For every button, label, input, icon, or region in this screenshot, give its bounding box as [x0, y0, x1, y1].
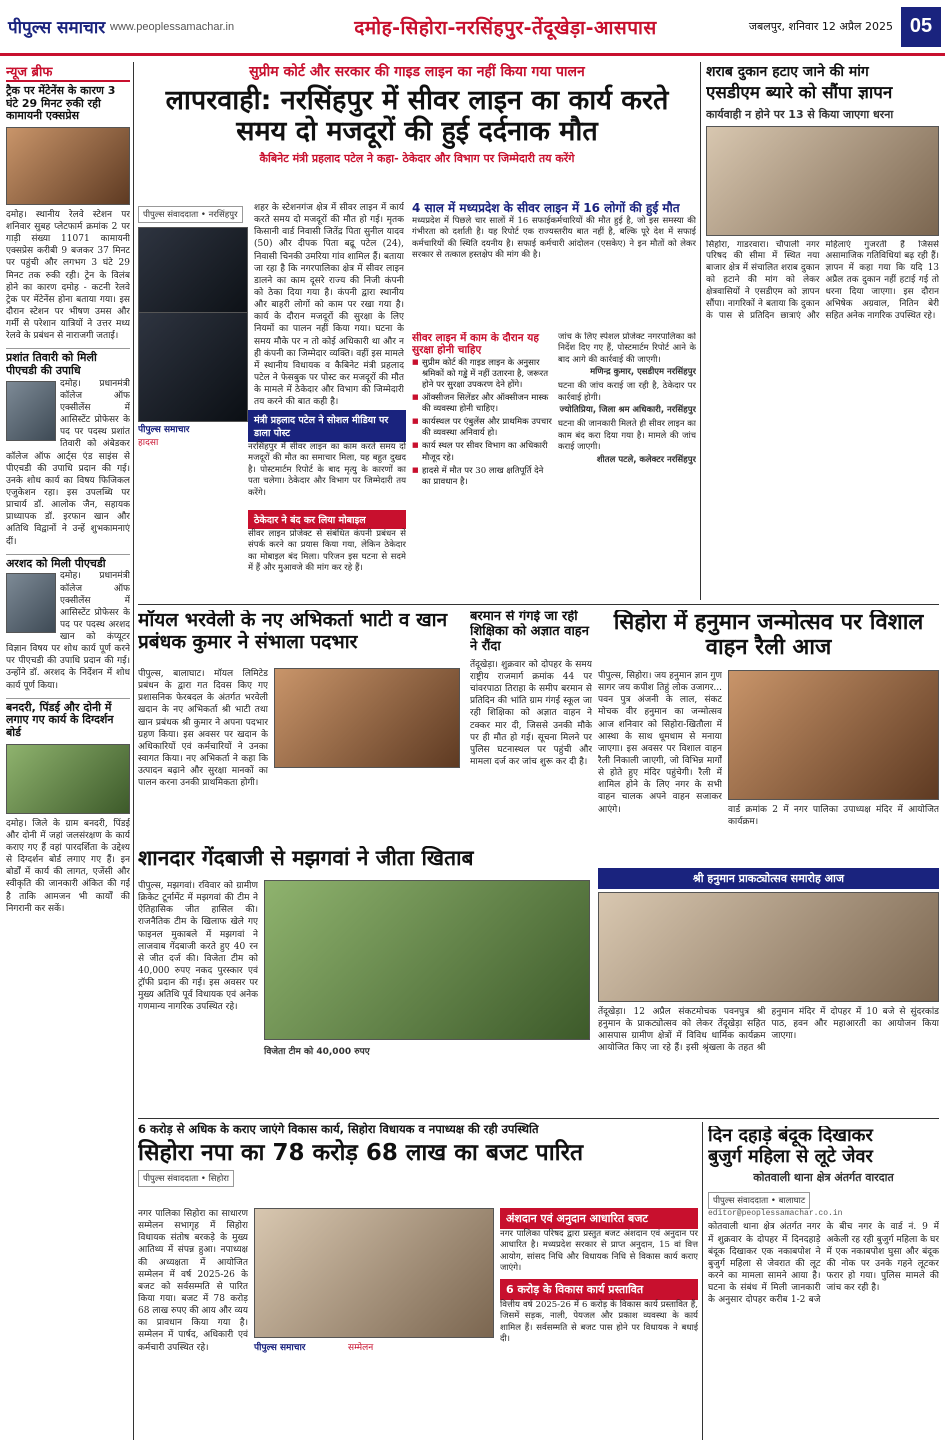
- moil-body: पीपुल्स, बालाघाट। मॉयल लिमिटेड प्रबंधन के द्वारा गत दिवस किए गए प्रशासनिक फेरबदल के अंतर्गत भरवेली खदान के नए अभिकर्ता श्री भाटी तथा खान प्रबंधक श्री कुमार ने अपना पदभार ग्रहण किया। इस अवसर पर खदान के अधिकारियों एवं कर्मचारियों ने उनका स्वागत किया। नए अभिकर्ता ने कहा कि उत्पादन बढ़ाने और सुरक्षा मानकों का पालन करना उनकी प्राथमिकता होगी।: [138, 669, 268, 789]
- budget-story: [138, 1122, 698, 1440]
- contractor-box: [248, 510, 406, 600]
- liquor-kicker: शराब दुकान हटाए जाने की मांग: [706, 64, 869, 80]
- quote-3-by: शीतल पटले, कलेक्टर नरसिंहपुर: [596, 454, 696, 465]
- contractor-bar: ठेकेदार ने बंद कर लिया मोबाइल: [248, 510, 406, 529]
- budget-side: [500, 1208, 698, 1346]
- brief-body-4: दमोह। जिले के ग्राम बनदरी, पिंडई और दोनी में जहां जलसंरक्षण के कार्य कराए गए हैं वहां पारदर्शिता के उद्देश्य से दिग्दर्शन बोर्ड लगाए गए हैं। इन बोर्डों में कार्य की लागत, एजेंसी और स्वीकृति की जानकारी अंकित की गई है ताकि आमजन भी कार्यों की निगरानी कर सकें।: [6, 818, 130, 914]
- brief-headline-1: ट्रैक पर मेंटेनेंस के कारण 3 घंटे 29 मिनट रुकी रही कामायनी एक्सप्रेस: [6, 84, 116, 123]
- moil-story: [138, 610, 460, 838]
- liquor-deck: कार्यवाही न होने पर 13 से किया जाएगा धरना: [706, 107, 894, 121]
- liquor-headline: एसडीएम ब्यारे को सौंपा ज्ञापन: [706, 83, 893, 103]
- minister-bar: मंत्री प्रहलाद पटेल ने सोशल मीडिया पर डाला पोस्ट: [248, 410, 406, 442]
- moil-photo: [274, 668, 460, 768]
- safety-item: ■ कार्य स्थल पर सीवर विभाग का अधिकारी मौजूद रहे।: [412, 441, 552, 463]
- column-rule: [702, 1122, 703, 1440]
- robbery-byline: पीपुल्स संवाददाता • बालाघाट: [708, 1192, 810, 1209]
- row-rule: [138, 604, 939, 605]
- site-url[interactable]: www.peoplessamachar.in: [110, 20, 235, 33]
- board-photo: [6, 744, 130, 814]
- minister-box: [248, 410, 406, 499]
- lead-body: शहर के स्टेशनगंज क्षेत्र में सीवर लाइन में कार्य करते समय दो मजदूरों की मौत हो गई। मृतक किसानी वार्ड निवासी जितेंद्र पिता सुनील यादव (50) और दीपक पिता बद्रू पटेल (24), निवासी चिनकी उमरिया गांव शामिल हैं। बताया जा रहा है कि नगरपालिका क्षेत्र में सीवर लाइन डालने का काम दूसरे राज्य की निजी कंपनी को ठेका दिया गया है। कंपनी द्वारा स्थानीय और बाहरी लोगों को काम पर रखा गया है। कार्य के दौरान मजदूरों की सुरक्षा के लिए नियमों का पालन नहीं किया गया। घटना के समय मौके पर न तो कोई अधिकारी था और न ही कंपनी का जिम्मेदार व्यक्ति। वहीं इस मामले में स्थानीय विधायक व कैबिनेट मंत्री प्रहलाद पटेल ने फेसबुक पर पोस्ट कर मजदूरों की मौत के मामले में ठेकेदार और विभाग की जिम्मेदारी तय करने की बात कही है।: [254, 203, 404, 408]
- quote-1-by: मणिन्द्र कुमार, एसडीएम नरसिंहपुर: [590, 367, 696, 378]
- lead-photo-2-wrap: [138, 312, 248, 532]
- budget-byline: पीपुल्स संवाददाता • सिहोरा: [138, 1170, 234, 1187]
- robbery-headline: बुजुर्ग महिला से लूटे जेवर: [708, 1145, 873, 1167]
- hanuman-headline: सिहोरा में हनुमान जन्मोत्सव पर विशाल वाहन रैली आज: [613, 610, 924, 661]
- hanuman-photo: [728, 670, 939, 800]
- brief-body-3: दमोह। प्रधानमंत्री कॉलेज ऑफ एक्सीलेंस में आसिस्टेंट प्रोफेसर के पद पर पदस्थ अरशद खान को कंप्यूटर विज्ञान विषय पर शोध कार्य पूर्ण करने पर पीएचडी की उपाधि प्रदान की गई। उन्होंने डॉ. अरशद के निर्देशन में शोध कार्य पूर्ण किया।: [6, 571, 130, 691]
- liquor-body: सिहोरा, गाडरवारा। चौपाली नगर परिषद की सीमा में स्थित नया बाजार क्षेत्र में संचालित शराब दुकान को हटाने की मांग को लेकर क्षेत्रवासियों ने एसडीएम को ज्ञापन सौंपा। नागरिकों ने बताया कि दुकान के पास से प्रतिदिन छात्राएं और महिलाएं गुजरती हैं जिससे असामाजिक गतिविधियां बढ़ रही हैं। ज्ञापन में कहा गया कि यदि 13 अप्रैल तक दुकान नहीं हटाई गई तो धरना दिया जाएगा। इस दौरान अभिषेक अग्रवाल, नितिन बेरी सहित अनेक नागरिक उपस्थित रहे।: [706, 239, 939, 321]
- robbery-story: [708, 1126, 939, 1440]
- portrait-prashant: [6, 381, 56, 441]
- dateline: जबलपुर, शनिवार 12 अप्रैल 2025: [748, 20, 893, 33]
- robbery-deck: कोतवाली थाना क्षेत्र अंतर्गत वारदात: [753, 1171, 894, 1185]
- portrait-arshad: [6, 573, 56, 633]
- budget-photo-tag: पीपुल्स समाचार: [254, 1343, 306, 1353]
- quote-2: घटना की जांच कराई जा रही है, ठेकेदार पर कार्रवाई होगी।: [558, 381, 696, 403]
- accident-site-photo: [138, 312, 248, 422]
- brief-headline-3: अरशद को मिली पीएचडी: [6, 554, 130, 571]
- safety-item: ■ ऑक्सीजन सिलेंडर और ऑक्सीजन मास्क की व्यवस्था होनी चाहिए।: [412, 393, 552, 415]
- robbery-email[interactable]: editor@peoplessamachar.co.in: [708, 1209, 843, 1219]
- budget-kicker: 6 करोड़ से अधिक के कराए जाएंगे विकास कार्य, सिहोरा विधायक व नपाध्यक्ष की रही उपस्थिति: [138, 1122, 539, 1136]
- hanuman-bar: श्री हनुमान प्राकट्योत्सव समारोह आज: [598, 868, 939, 889]
- hanuman-caption: वार्ड क्रमांक 2 में नगर पालिका उपाध्यक्ष मंदिर में आयोजित कार्यक्रम।: [728, 805, 939, 828]
- contractor-text: सीवर लाइन प्रोजेक्ट से संबंधित कंपनी प्रबंधन से संपर्क करने का प्रयास किया गया, लेकिन ठेकेदार का मोबाइल बंद मिला। परिजन इस घटना से सदमे में हैं और मुआवजे की मांग कर रहे हैं।: [248, 529, 406, 574]
- hanuman-ceremony-photo: [598, 892, 939, 1002]
- train-photo: [6, 127, 130, 205]
- memorandum-photo: [706, 126, 939, 236]
- quote-2-by: ज्योतिप्रिया, जिला श्रम अधिकारी, नरसिंहपुर: [559, 405, 696, 416]
- brief-headline-2: प्रशांत तिवारी को मिली पीएचडी की उपाधि: [6, 348, 130, 377]
- safety-box: [412, 332, 552, 600]
- section-title: दमोह-सिहोरा-नरसिंहपुर-तेंदूखेड़ा-आसपास: [354, 16, 657, 39]
- liquor-story: [706, 62, 939, 600]
- lead-headline: लापरवाही: नरसिंहपुर में सीवर लाइन का कार्य करते समय दो मजदूरों की हुई दर्दनाक मौत: [165, 85, 669, 148]
- safety-item: ■ हादसे में मौत पर 30 लाख क्षतिपूर्ति देने का प्रावधान है।: [412, 466, 552, 488]
- cricket-story: [138, 846, 592, 1112]
- budget-bar-1-text: नगर पालिका परिषद द्वारा प्रस्तुत बजट अंशदान एवं अनुदान पर आधारित है। मध्यप्रदेश सरकार से प्राप्त अनुदान, 15 वां वित्त आयोग, सांसद निधि और विधायक निधि से विकास कार्य कराए जाएंगे।: [500, 1229, 698, 1274]
- budget-bar-2: 6 करोड़ के विकास कार्य प्रस्तावित: [500, 1279, 698, 1300]
- budget-photo-caption: सम्मेलन: [348, 1343, 374, 1353]
- budget-body: नगर पालिका सिहोरा का साधारण सम्मेलन सभागृह में सिहोरा विधायक संतोष बरकड़े के मुख्य आतिथ्य में संपन्न हुआ। नपाध्यक्ष की अध्यक्षता में आयोजित सम्मेलन में वर्ष 2025-26 के बजट को सर्वसम्मति से पारित किया गया। बजट में 78 करोड़ 68 लाख रुपए की आय और व्यय का प्रावधान किया गया है। सम्मेलन में पार्षद, अधिकारी एवं कर्मचारी उपस्थित रहे।: [138, 1209, 248, 1353]
- lead-col-1: [138, 202, 248, 327]
- cricket-caption: विजेता टीम को 40,000 रुपए: [264, 1047, 370, 1057]
- photo-tag: पीपुल्स समाचार: [138, 422, 248, 435]
- safety-headline: सीवर लाइन में काम के दौरान यह सुरक्षा होनी चाहिए: [412, 332, 539, 357]
- robbery-body: कोतवाली थाना क्षेत्र अंतर्गत नगर में शुक्रवार के दोपहर में दिनदहाड़े बंदूक दिखाकर एक नकाबपोश ने बुजुर्ग महिला से जेवरात की लूट करने का मामला सामने आया है। घटना के संबंध में मिली जानकारी के अनुसार दोपहर करीब 1-2 बजे के बीच नगर के वार्ड नं. 9 में अकेली रह रही बुजुर्ग महिला के घर में एक नकाबपोश घुसा और बंदूक की नोक पर उनके गहने लूटकर फरार हो गया। पुलिस मामले की जांच कर रही है।: [708, 1222, 939, 1306]
- budget-headline: सिहोरा नपा का 78 करोड़ 68 लाख का बजट पारित: [138, 1140, 584, 1166]
- hanuman-body: पीपुल्स, सिहोरा। जय हनुमान ज्ञान गुण सागर जय कपीश तिहुं लोक उजागर... पवन पुत्र अंजनी के लाल, संकट मोचक वीर हनुमान का जन्मोत्सव आज शनिवार को सिहोरा-खितौला में आस्था के साथ धूमधाम से मनाया जाएगा। इस अवसर पर विशाल वाहन रैली निकाली जाएगी, जो विभिन्न मार्गों से होते हुए मंदिर पहुंचेगी। रैली में शामिल होने के लिए नगर के सभी वाहन चालक अपने वाहन सजाकर आएंगे।: [598, 671, 722, 815]
- stat-box: [412, 202, 696, 262]
- safety-item: ■ सुप्रीम कोर्ट की गाइड लाइन के अनुसार श्रमिकों को गड्ढे में नहीं उतारना है, जरूरत होने पर सुरक्षा उपकरण देने होंगे।: [412, 358, 552, 391]
- robbery-kicker: दिन दहाड़े बंदूक दिखाकर: [708, 1126, 873, 1146]
- brief-body-1: दमोह। स्थानीय रेलवे स्टेशन पर शनिवार सुबह प्लेटफार्म क्रमांक 2 पर गाड़ी संख्या 11071 कामायनी एक्सप्रेस करीबी 9 बजकर 37 मिनट पर पहुंची और लगभग 3 घंटे 29 मिनट तक रुकी रही। ट्रेन के विलंब होने का कारण दमोह - कटनी रेलवे ट्रेक पर मेंटेनेंस होना बताया गया। इस दौरान स्टेशन पर भीषण उमस और गर्मी से परेशान यात्रियों ने उत्तर मध्य रेलवे के प्रबंधन से नाराजगी जताई।: [6, 209, 130, 342]
- masthead: [0, 0, 945, 56]
- logo[interactable]: पीपुल्स समाचार: [8, 18, 106, 38]
- stat-kicker: 4 साल में मध्यप्रदेश के सीवर लाइन में 16 लोगों की हुई मौत: [412, 201, 680, 215]
- budget-photo: [254, 1208, 494, 1338]
- column-rule: [133, 62, 134, 1440]
- lead-byline: पीपुल्स संवाददाता • नरसिंहपुर: [138, 206, 243, 223]
- lead-deck: कैबिनेट मंत्री प्रहलाद पटेल ने कहा- ठेकेदार और विभाग पर जिम्मेदारी तय करेंगे: [259, 152, 575, 166]
- hanuman-sub-body: तेंदूखेड़ा। 12 अप्रैल संकटमोचक पवनपुत्र श्री हनुमान के प्राकट्योत्सव को लेकर तेंदूखेड़ा सहित आसपास ग्रामीण क्षेत्रों में विविध धार्मिक कार्यक्रम आयोजित किए जा रहे हैं। इसी श्रृंखला के तहत श्री हनुमान मंदिर में दोपहर में 10 बजे से सुंदरकांड पाठ, हवन और महाआरती का आयोजन किया जाएगा।: [598, 1007, 939, 1054]
- brief-body-2: दमोह। प्रधानमंत्री कॉलेज ऑफ एक्सीलेंस में आसिस्टेंट प्रोफेसर के पद पर पदस्थ प्रशांत तिवारी को अंबेडकर कॉलेज ऑफ आर्ट्स एंड साइंस से पीएचडी की उपाधि प्रदान की गई। उनके शोध कार्य का विषय फिजिकल एजुकेशन रहा। इस उपलब्धि पर प्राचार्य डॉ. आलोक जैन, सहायक प्राध्यापक डॉ. इरफान खान और अतिथि विद्वानों ने उन्हें शुभकामनाएं दीं।: [6, 378, 130, 547]
- stat-body: मध्यप्रदेश में पिछले चार सालों में 16 सफाईकर्मचारियों की मौत हुई है, जो इस समस्या की गंभीरता को दर्शाती है। यह रिपोर्ट एक राज्यस्तरीय बात नहीं है, बल्कि पूरे देश में सफाई कर्मचारियों की स्थिति दयनीय है। सफाई कर्मचारी आंदोलन (एसकेए) ने इन मौतों को लेकर सरकार से तत्काल हस्तक्षेप की मांग की है।: [412, 215, 696, 261]
- photo-caption: हादसा: [138, 438, 159, 448]
- budget-bar-2-text: वित्तीय वर्ष 2025-26 में 6 करोड़ के विकास कार्य प्रस्तावित हैं, जिसमें सड़क, नाली, पेयजल और प्रकाश व्यवस्था के कार्य शामिल हैं। सर्वसम्मति से बजट पास होने पर विधायक ने बधाई दी।: [500, 1299, 698, 1345]
- column-rule: [700, 62, 701, 600]
- cricket-body: पीपुल्स, मझगवां। रविवार को ग्रामीण क्रिकेट टूर्नामेंट में मझगवां की टीम ने ऐतिहासिक जीत हासिल की। राजनैतिक टीम के खिलाफ खेले गए फाइनल मुकाबले में मझगवां ने लाजवाब गेंदबाजी करते हुए 40 रन से जीत दर्ज की। विजेता टीम को 40,000 रुपए नकद पुरस्कार एवं ट्रॉफी प्रदान की गई। इस अवसर पर मुख्य अतिथि पूर्व विधायक एवं अनेक गणमान्य नागरिक उपस्थित रहे।: [138, 881, 258, 1013]
- accident-body: तेंदूखेड़ा। शुक्रवार को दोपहर के समय राष्ट्रीय राजमार्ग क्रमांक 44 पर चांवरपाठा तिराहा के समीप बरमान से प्रतिदिन की भांति ग्राम गंगई स्कूल जा रही शिक्षिका को अज्ञात वाहन ने टक्कर मार दी, जिससे उनकी मौके पर ही मौत हो गई। सूचना मिलने पर पुलिस घटनास्थल पर पहुंची और मामला दर्ज कर जांच शुरू कर दी है।: [470, 659, 592, 767]
- budget-bar-1: अंशदान एवं अनुदान आधारित बजट: [500, 1208, 698, 1229]
- brief-headline-4: बनदरी, पिंडई और दोनी में लगाए गए कार्य के दिग्दर्शन बोर्ड: [6, 698, 130, 740]
- safety-list: [412, 358, 552, 488]
- accident-headline: बरमान से गंगई जा रही शिक्षिका को अज्ञात वाहन ने रौंदा: [470, 610, 589, 654]
- quotes-box: [558, 332, 696, 600]
- cricket-photo: [264, 880, 590, 1040]
- page-number: 05: [901, 7, 941, 47]
- moil-headline: मॉयल भरवेली के नए अभिकर्ता भाटी व खान प्रबंधक कुमार ने संभाला पदभार: [138, 610, 448, 653]
- safety-item: ■ कार्यस्थल पर एंबुलेंस और प्राथमिक उपचार की व्यवस्था अनिवार्य हो।: [412, 417, 552, 439]
- row-rule: [138, 1118, 939, 1119]
- cricket-headline: शानदार गेंदबाजी से मझगवां ने जीता खिताब: [138, 846, 474, 870]
- lead-kicker: सुप्रीम कोर्ट और सरकार की गाइड लाइन का नहीं किया गया पालन: [249, 64, 585, 80]
- quote-3: घटना की जानकारी मिलते ही सीवर लाइन का काम बंद करा दिया गया है। मामले की जांच कराई जाएगी।: [558, 419, 696, 453]
- minister-text: नरसिंहपुर में सीवर लाइन का काम करते समय दो मजदूरों की मौत का समाचार मिला, यह बहुत दुखद है। पोस्टमार्टम रिपोर्ट के बाद मृत्यु के कारणों का पता चलेगा। ठेकेदार और विभाग पर जिम्मेदारी तय करेंगे।: [248, 442, 406, 498]
- brief-label: न्यूज ब्रीफ: [6, 62, 130, 82]
- news-brief-column: [6, 62, 130, 1440]
- lead-story: [138, 62, 696, 600]
- quote-1: जांच के लिए स्पेशल प्रोजेक्ट नगरपालिका को निर्देश दिए गए हैं, पोस्टमार्टम रिपोर्ट आने के बाद आगे की कार्रवाई की जाएगी।: [558, 332, 696, 365]
